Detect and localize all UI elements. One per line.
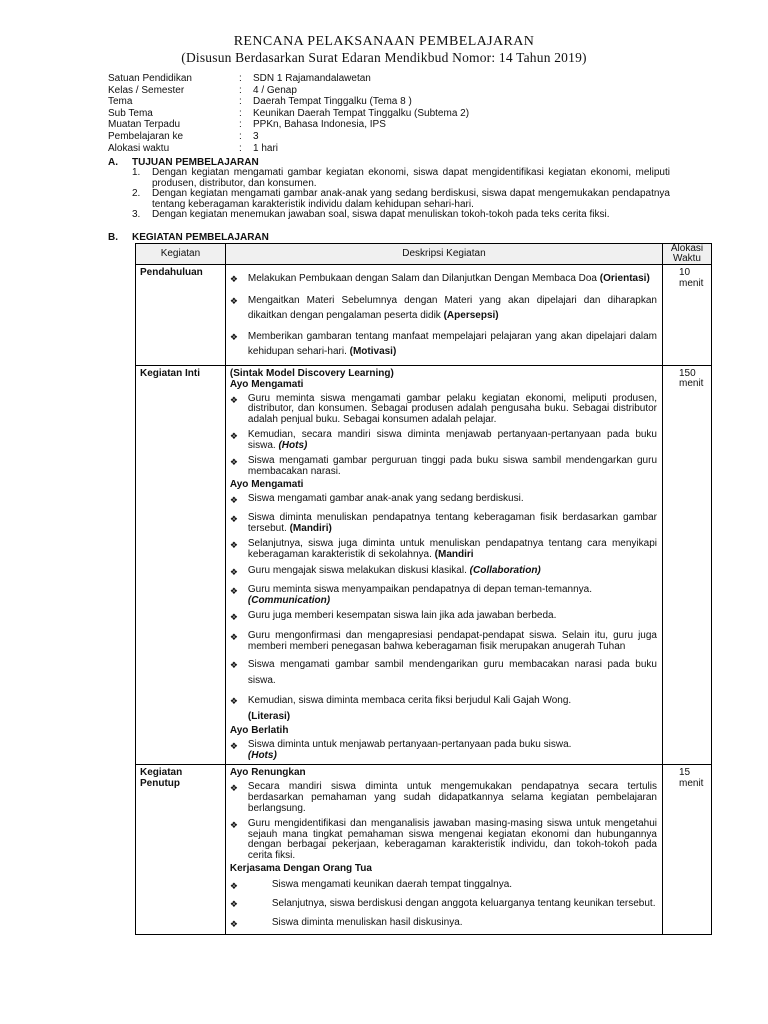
subheading: Kerjasama Dengan Orang Tua	[229, 862, 372, 874]
list-item	[230, 918, 657, 930]
diamond-bullet-icon: ❖	[229, 514, 238, 525]
item-text: Kemudian, secara mandiri siswa diminta menjawab pertanyaan-pertanyaan pada buku siswa.	[247, 429, 657, 451]
item-text: Siswa mengamati keunikan daerah tempat tinggalnya.	[271, 878, 513, 890]
item-tag: (Mandiri	[434, 549, 474, 561]
list-item	[132, 189, 670, 210]
list-item	[230, 430, 657, 451]
list-item	[230, 513, 657, 534]
item-text: Siswa diminta menuliskan pendapatnya tentang keberagaman fisik berdasarkan gambar tersebut.	[247, 512, 657, 534]
diamond-bullet-icon: ❖	[229, 586, 238, 597]
meta-row	[108, 96, 469, 108]
header-kegiatan: Kegiatan	[136, 244, 226, 265]
header-alokasi: Alokasi Waktu	[663, 244, 712, 265]
row-description	[225, 265, 662, 366]
item-text: Guru meminta siswa mengamati gambar pelaku kegiatan ekonomi, meliputi produsen, distributor, dan konsumen. Sebagai produsen adalah pengusaha buku. Sebagai distributor adalah penjual buku. Sebagai konsumen adalah pelajar.	[247, 392, 657, 425]
diamond-bullet-icon: ❖	[229, 918, 238, 929]
item-number: 3.	[132, 209, 141, 221]
item-tag: (Orientasi)	[599, 273, 650, 284]
diamond-bullet-icon: ❖	[229, 494, 238, 505]
list-item	[230, 329, 657, 360]
list-item	[132, 210, 670, 221]
item-tag: (Hots)	[247, 749, 277, 761]
item-text: Selanjutnya, siswa berdiskusi dengan anggota keluarganya tentang keunikan tersebut.	[271, 898, 656, 910]
meta-label: Muatan Terpadu	[108, 119, 181, 131]
item-text: Selanjutnya, siswa juga diminta untuk menuliskan pendapatnya tentang cara menyikapi keberagaman karakteristik di sekolahnya.	[247, 538, 657, 561]
item-text: Siswa mengamati gambar anak-anak yang sedang berdiskusi.	[247, 492, 524, 504]
item-text: Kemudian, siswa diminta membaca cerita fiksi berjudul Kali Gajah Wong.	[247, 695, 572, 707]
meta-label: Satuan Pendidikan	[108, 73, 192, 84]
diamond-bullet-icon: ❖	[229, 632, 238, 642]
item-text: Siswa diminta untuk menjawab pertanyaan-pertanyaan pada buku siswa.	[247, 739, 572, 751]
meta-colon: :	[239, 130, 242, 142]
item-tag: (Mandiri)	[289, 522, 332, 534]
diamond-bullet-icon: ❖	[229, 457, 238, 468]
item-text: Secara mandiri siswa diminta untuk mengemukakan pendapatnya secara tertulis berdasarkan pemahaman yang sudah didapatkannya selama kegiatan pembelajaran berlangsung.	[247, 781, 657, 814]
item-text: Dengan kegiatan menemukan jawaban soal, siswa dapat menuliskan tokoh-tokoh pada teks cerita fiksi.	[152, 209, 610, 221]
header-deskripsi: Deskripsi Kegiatan	[225, 244, 662, 265]
activities-table	[135, 243, 712, 935]
meta-row	[108, 131, 469, 143]
list-item	[230, 782, 657, 814]
list-item	[230, 693, 657, 724]
list-item	[230, 896, 657, 913]
diamond-bullet-icon: ❖	[229, 741, 238, 752]
diamond-bullet-icon: ❖	[229, 394, 238, 405]
section-letter: B.	[108, 232, 118, 243]
section-title: KEGIATAN PEMBELAJARAN	[132, 232, 269, 243]
diamond-bullet-icon: ❖	[229, 566, 238, 577]
item-text: Melakukan Pembukaan dengan Salam dan Dilanjutkan Dengan Membaca Doa	[247, 273, 600, 284]
subheading: Ayo Berlatih	[229, 725, 289, 737]
subheading: Ayo Mengamati	[229, 478, 304, 490]
meta-row	[108, 119, 469, 131]
row-description	[225, 365, 662, 765]
diamond-bullet-icon: ❖	[229, 431, 238, 442]
diamond-bullet-icon: ❖	[229, 612, 238, 623]
table-row	[136, 765, 712, 935]
diamond-bullet-icon: ❖	[229, 295, 238, 306]
list-item	[230, 631, 657, 652]
diamond-bullet-icon: ❖	[229, 331, 238, 342]
meta-colon: :	[239, 107, 242, 119]
list-item	[230, 539, 657, 560]
item-text: Guru juga memberi kesempatan siswa lain jika ada jawaban berbeda.	[247, 610, 557, 622]
meta-colon: :	[239, 73, 242, 84]
list-item	[230, 271, 657, 288]
meta-row	[108, 108, 469, 120]
item-tag: (Apersepsi)	[443, 310, 499, 321]
meta-row	[108, 85, 469, 97]
table-header-row	[136, 244, 712, 265]
item-text: Guru mengonfirmasi dan mengapresiasi pendapat-pendapat siswa. Selain itu, guru juga memberi memberi penegasan bahwa keberagaman fisik merupakan anugerah Tuhan	[247, 630, 657, 652]
diamond-bullet-icon: ❖	[229, 820, 238, 831]
diamond-bullet-icon: ❖	[229, 274, 238, 284]
row-time: 150 menit	[663, 365, 712, 765]
diamond-bullet-icon: ❖	[229, 696, 238, 707]
meta-label: Alokasi waktu	[108, 142, 170, 154]
item-tag: (Hots)	[278, 439, 308, 451]
meta-colon: :	[239, 84, 242, 96]
model-label: (Sintak Model Discovery Learning)	[229, 367, 394, 379]
list-item	[230, 456, 657, 477]
item-text: Siswa diminta menuliskan hasil diskusinya.	[271, 916, 463, 928]
item-tag: (Communication)	[247, 594, 331, 606]
list-item	[230, 657, 657, 688]
item-text: Guru mengajak siswa melakukan diskusi klasikal.	[247, 564, 470, 576]
meta-value: Daerah Tempat Tinggalku (Tema 8 )	[253, 96, 412, 108]
row-label-penutup: Kegiatan Penutup	[136, 765, 226, 935]
meta-colon: :	[239, 119, 242, 131]
subheading: Ayo Mengamati	[229, 378, 304, 390]
row-description	[225, 765, 662, 935]
list-item	[230, 880, 657, 892]
item-text: Dengan kegiatan mengamati gambar anak-anak yang sedang berdiskusi, siswa dapat mengemukakan pendapatnya tentang keberagaman karakteristik individu dalam kehidupan sehari-hari.	[152, 188, 670, 210]
item-number: 1.	[132, 167, 141, 178]
meta-label: Kelas / Semester	[108, 84, 185, 96]
item-tag: (Literasi)	[247, 710, 291, 722]
meta-row	[108, 73, 469, 85]
table-row	[136, 265, 712, 366]
item-text: Guru mengidentifikasi dan menganalisis jawaban masing-masing siswa untuk mengetahui sejauh mana tingkat pemahaman siswa mengenai kegiatan ekonomi dan hubungannya dengan berbagai pekerjaan, keberagaman karakteristik individu, dan tokoh-tokoh pada cerita fiksi.	[247, 818, 657, 861]
list-item	[230, 611, 657, 623]
meta-label: Sub Tema	[108, 107, 153, 119]
meta-row	[108, 143, 469, 155]
diamond-bullet-icon: ❖	[229, 783, 238, 794]
document-title: RENCANA PELAKSANAAN PEMBELAJARAN	[233, 34, 535, 49]
section-title: TUJUAN PEMBELAJARAN	[132, 157, 259, 168]
item-text: Siswa mengamati gambar sambil mendengarikan guru membacakan narasi pada buku siswa.	[247, 659, 657, 686]
row-time: 15 menit	[663, 765, 712, 935]
table-row	[136, 365, 712, 765]
list-item	[230, 585, 657, 606]
row-label-inti: Kegiatan Inti	[136, 365, 226, 765]
list-item	[230, 566, 657, 578]
diamond-bullet-icon: ❖	[229, 540, 238, 551]
row-time: 10 menit	[663, 265, 712, 366]
identity-block	[108, 73, 469, 154]
section-b-heading	[108, 232, 269, 243]
meta-label: Tema	[108, 96, 133, 108]
meta-value: 1 hari	[253, 142, 279, 154]
document-subtitle: (Disusun Berdasarkan Surat Edaran Mendikbud Nomor: 14 Tahun 2019)	[181, 50, 587, 65]
meta-value: 3	[253, 130, 259, 142]
list-item	[230, 494, 657, 506]
meta-colon: :	[239, 142, 242, 154]
meta-value: PPKn, Bahasa Indonesia, IPS	[253, 119, 386, 131]
list-item	[230, 394, 657, 426]
list-item	[230, 293, 657, 324]
item-tag: (Collaboration)	[469, 564, 541, 576]
list-item	[132, 168, 670, 189]
item-text: Mengaitkan Materi Sebelumnya dengan Materi yang akan dipelajari dan diharapkan dikaitkan dengan pengalaman peserta didik	[247, 294, 657, 321]
list-item	[230, 819, 657, 861]
diamond-bullet-icon: ❖	[229, 880, 238, 891]
meta-colon: :	[239, 96, 242, 108]
meta-value: Keunikan Daerah Tempat Tinggalku (Subtema 2)	[253, 107, 470, 119]
item-text: Guru meminta siswa menyampaikan pendapatnya di depan teman-temannya.	[247, 584, 592, 596]
meta-value: SDN 1 Rajamandalawetan	[253, 73, 371, 84]
diamond-bullet-icon: ❖	[229, 660, 238, 671]
row-label-pendahuluan: Pendahuluan	[136, 265, 226, 366]
item-text: Dengan kegiatan mengamati gambar kegiatan ekonomi, siswa dapat mengidentifikasi kegiatan ekonomi, meliputi produsen, distributor, dan konsumen.	[152, 167, 670, 189]
meta-label: Pembelajaran ke	[108, 130, 184, 142]
item-tag: (Motivasi)	[349, 346, 397, 357]
item-text: Memberikan gambaran tentang manfaat mempelajari pelajaran yang akan dipelajari dalam kehidupan sehari-hari.	[247, 330, 657, 357]
item-number: 2.	[132, 188, 141, 200]
learning-objectives	[132, 168, 670, 221]
subheading: Ayo Renungkan	[229, 767, 306, 779]
diamond-bullet-icon: ❖	[229, 899, 238, 910]
item-text: Siswa mengamati gambar perguruan tinggi pada buku siswa sambil mendengarkan guru membacakan narasi.	[247, 455, 657, 478]
list-item	[230, 740, 657, 761]
section-letter: A.	[108, 157, 118, 168]
meta-value: 4 / Genap	[253, 84, 297, 96]
